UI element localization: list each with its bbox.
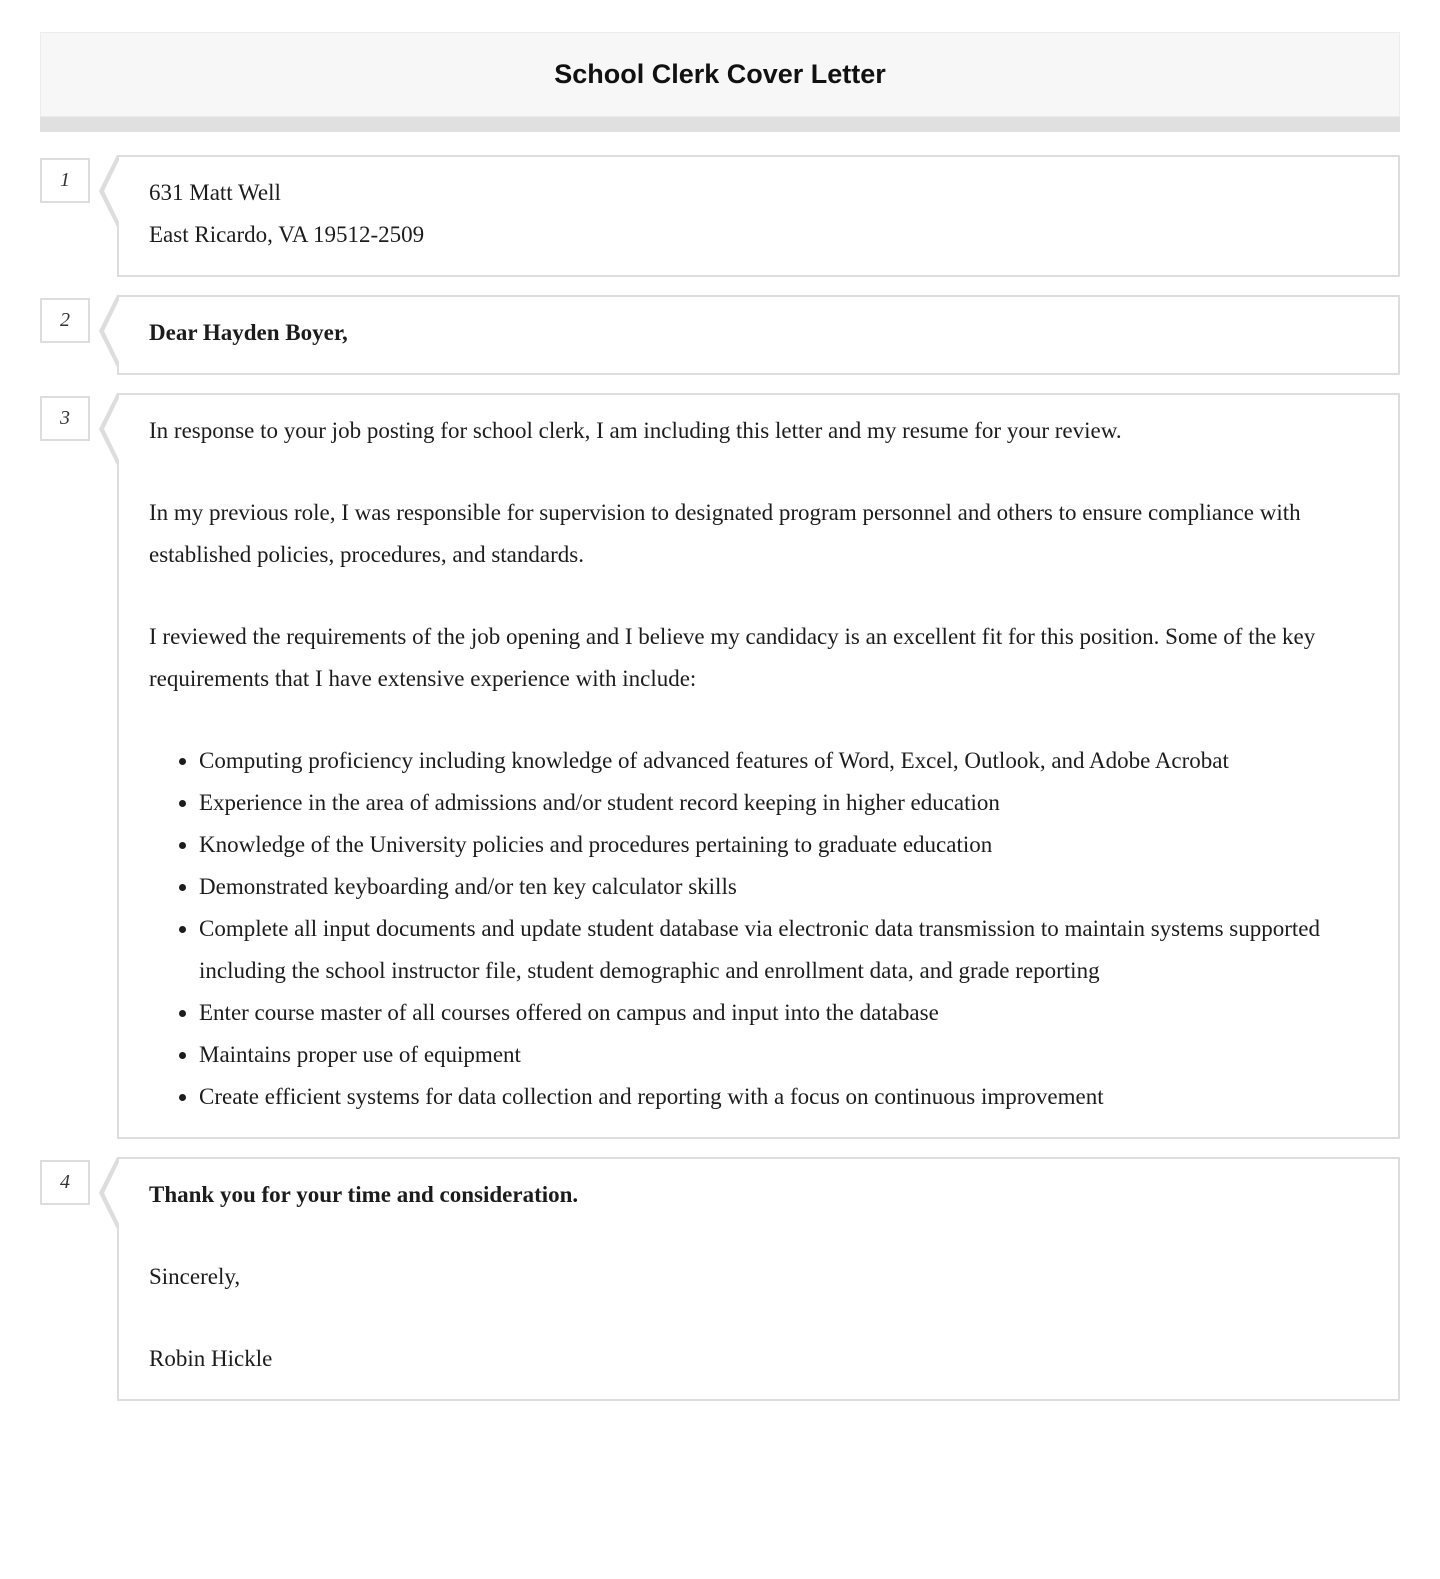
section-4-number-badge: 4 <box>40 1160 90 1205</box>
title-bar-strip <box>40 117 1400 132</box>
section-closing <box>40 1157 1400 1401</box>
requirement-item: • Experience in the area of admissions and/or student record keeping in higher education <box>199 782 1368 824</box>
title-bar <box>40 32 1400 117</box>
requirement-item: • Maintains proper use of equipment <box>199 1034 1368 1076</box>
page-title: School Clerk Cover Letter <box>554 59 886 89</box>
requirement-item: • Knowledge of the University policies and procedures pertaining to graduate education <box>199 824 1368 866</box>
address-line-1: 631 Matt Well <box>149 180 281 205</box>
requirement-item: • Enter course master of all courses offered on campus and input into the database <box>199 992 1368 1034</box>
signature-name: Robin Hickle <box>149 1346 273 1371</box>
section-2-number-badge: 2 <box>40 298 90 343</box>
closing-signoff: Sincerely, <box>149 1264 241 1289</box>
paragraph-requirements-lead: I reviewed the requirements of the job opening and I believe my candidacy is an excellent fit for this position. Some of the key requirements that I have extensive experience with include: <box>149 624 1316 691</box>
section-body <box>40 393 1400 1139</box>
section-4-content <box>117 1157 1400 1401</box>
requirement-item: • Demonstrated keyboarding and/or ten key calculator skills <box>199 866 1368 908</box>
section-3-content <box>117 393 1400 1139</box>
salutation: Dear Hayden Boyer, <box>149 320 348 345</box>
requirement-item: • Create efficient systems for data collection and reporting with a focus on continuous improvement <box>199 1076 1368 1118</box>
requirements-list <box>149 740 1368 1118</box>
closing-thanks: Thank you for your time and consideration. <box>149 1182 579 1207</box>
section-2-content <box>117 295 1400 375</box>
requirement-item: • Computing proficiency including knowledge of advanced features of Word, Excel, Outlook, and Adobe Acrobat <box>199 740 1368 782</box>
section-1-content <box>117 155 1400 277</box>
paragraph-intro: In response to your job posting for school clerk, I am including this letter and my resume for your review. <box>149 418 1122 443</box>
section-address <box>40 155 1400 277</box>
section-3-number-badge: 3 <box>40 396 90 441</box>
section-salutation <box>40 295 1400 375</box>
address-line-2: East Ricardo, VA 19512-2509 <box>149 222 425 247</box>
paragraph-previous-role: In my previous role, I was responsible for supervision to designated program personnel and others to ensure compliance with established policies, procedures, and standards. <box>149 500 1301 567</box>
requirement-item: • Complete all input documents and update student database via electronic data transmission to maintain systems supported including the school instructor file, student demographic and enrollment data, and grade reporting <box>199 908 1368 992</box>
section-1-number-badge: 1 <box>40 158 90 203</box>
